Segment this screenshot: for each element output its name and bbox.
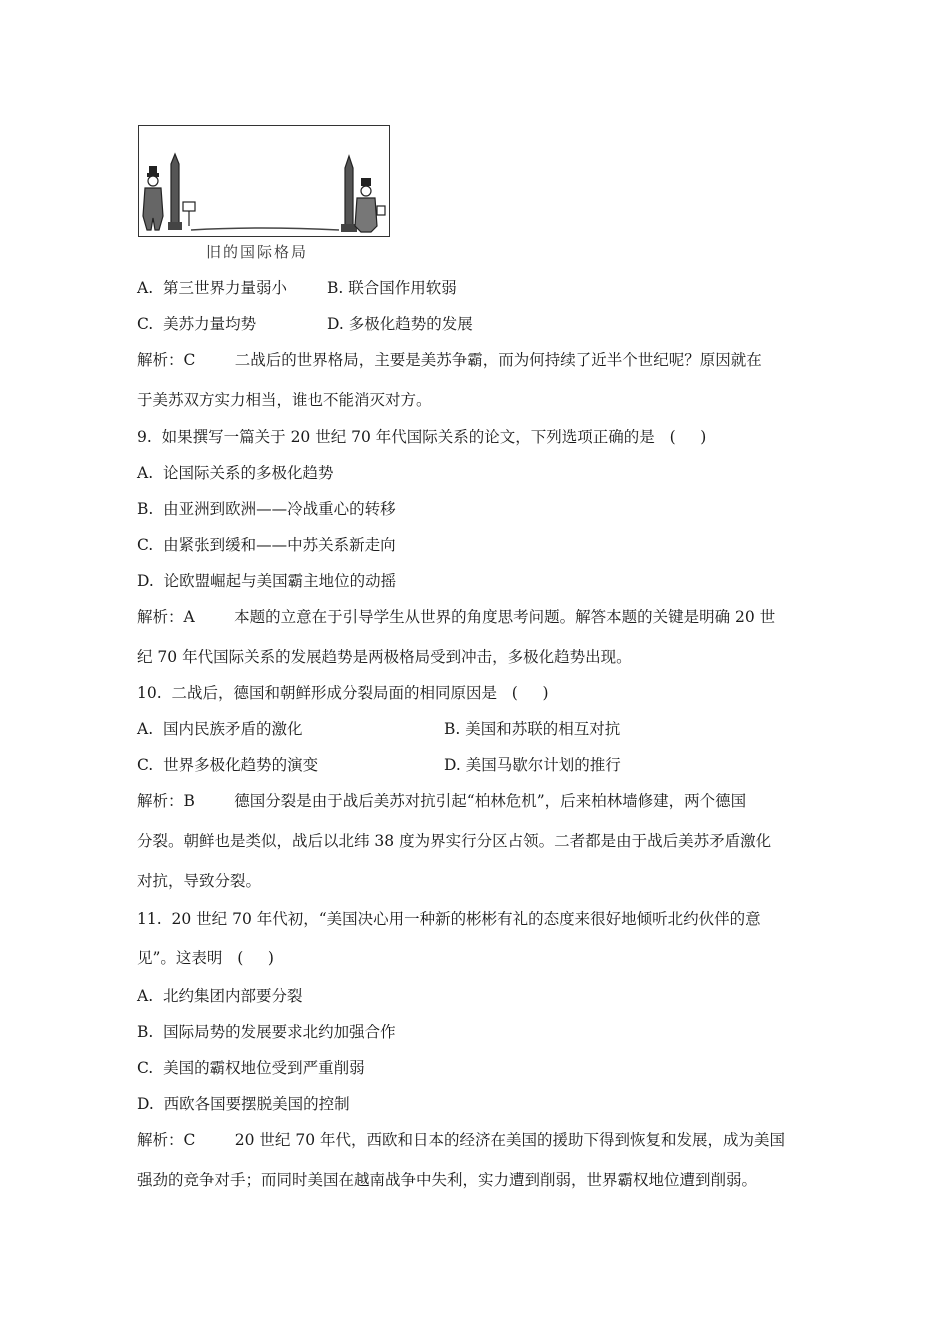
q10-stem: 10. 二战后，德国和朝鲜形成分裂局面的相同原因是 ( ) <box>137 684 549 702</box>
q8-options-row1 <box>137 278 457 298</box>
missile-icon <box>168 154 182 230</box>
missile-icon <box>341 156 357 232</box>
q10-option-b: B. 美国和苏联的相互对抗 <box>444 720 621 738</box>
q10-options-row1 <box>137 719 621 739</box>
q11-option-b: B. 国际局势的发展要求北约加强合作 <box>137 1023 396 1041</box>
q8-option-a: A. 第三世界力量弱小 <box>137 279 287 297</box>
q9-option-a: A. 论国际关系的多极化趋势 <box>137 464 334 482</box>
cartoon-illustration <box>138 125 390 237</box>
q8-analysis-line1: 解析：C 二战后的世界格局，主要是美苏争霸，而为何持续了近半个世纪呢？原因就在 <box>137 351 762 369</box>
q10-analysis-line3: 对抗，导致分裂。 <box>137 872 262 890</box>
q11-option-a: A. 北约集团内部要分裂 <box>137 987 303 1005</box>
q9-option-d: D. 论欧盟崛起与美国霸主地位的动摇 <box>137 572 397 590</box>
cartoon-drawing <box>139 126 389 236</box>
q10-option-a: A. 国内民族矛盾的激化 <box>137 720 303 738</box>
q8-option-c: C. 美苏力量均势 <box>137 315 257 333</box>
q10-analysis-line1: 解析：B 德国分裂是由于战后美苏对抗引起“柏林危机”，后来柏林墙修建，两个德国 <box>137 792 747 810</box>
q9-option-b: B. 由亚洲到欧洲——冷战重心的转移 <box>137 500 396 518</box>
q11-stem-line1: 11. 20 世纪 70 年代初，“美国决心用一种新的彬彬有礼的态度来很好地倾听北约伙伴的意 <box>137 910 761 928</box>
q9-analysis-line1: 解析：A 本题的立意在于引导学生从世界的角度思考问题。解答本题的关键是明确 20 世 <box>137 608 776 626</box>
q8-option-d: D. 多极化趋势的发展 <box>327 315 473 333</box>
q9-option-c: C. 由紧张到缓和——中苏关系新走向 <box>137 536 396 554</box>
q11-option-c: C. 美国的霸权地位受到严重削弱 <box>137 1059 365 1077</box>
figure-caption: 旧的国际格局 <box>206 243 309 261</box>
q11-option-d: D. 西欧各国要摆脱美国的控制 <box>137 1095 350 1113</box>
q9-stem: 9. 如果撰写一篇关于 20 世纪 70 年代国际关系的论文，下列选项正确的是 ( ) <box>137 428 707 446</box>
q10-option-d: D. 美国马歇尔计划的推行 <box>444 756 621 774</box>
two-figures-icon <box>143 166 163 230</box>
q11-stem-line2: 见”。这表明 ( ) <box>137 949 274 967</box>
q8-options-row2 <box>137 314 473 334</box>
q8-analysis-line2: 于美苏双方实力相当，谁也不能消灭对方。 <box>137 391 432 409</box>
q8-option-b: B. 联合国作用软弱 <box>327 279 457 297</box>
q10-option-c: C. 世界多极化趋势的演变 <box>137 756 319 774</box>
two-figures-icon <box>355 178 377 232</box>
q10-analysis-line2: 分裂。朝鲜也是类似，战后以北纬 38 度为界实行分区占领。二者都是由于战后美苏矛盾激化 <box>137 832 772 850</box>
q10-options-row2 <box>137 755 621 775</box>
q9-analysis-line2: 纪 70 年代国际关系的发展趋势是两极格局受到冲击，多极化趋势出现。 <box>137 648 632 666</box>
q11-analysis-line2: 强劲的竞争对手；而同时美国在越南战争中失利，实力遭到削弱，世界霸权地位遭到削弱。 <box>137 1171 758 1189</box>
q11-analysis-line1: 解析：C 20 世纪 70 年代，西欧和日本的经济在美国的援助下得到恢复和发展，成为美国 <box>137 1131 786 1149</box>
cartoon-figure <box>138 125 392 265</box>
